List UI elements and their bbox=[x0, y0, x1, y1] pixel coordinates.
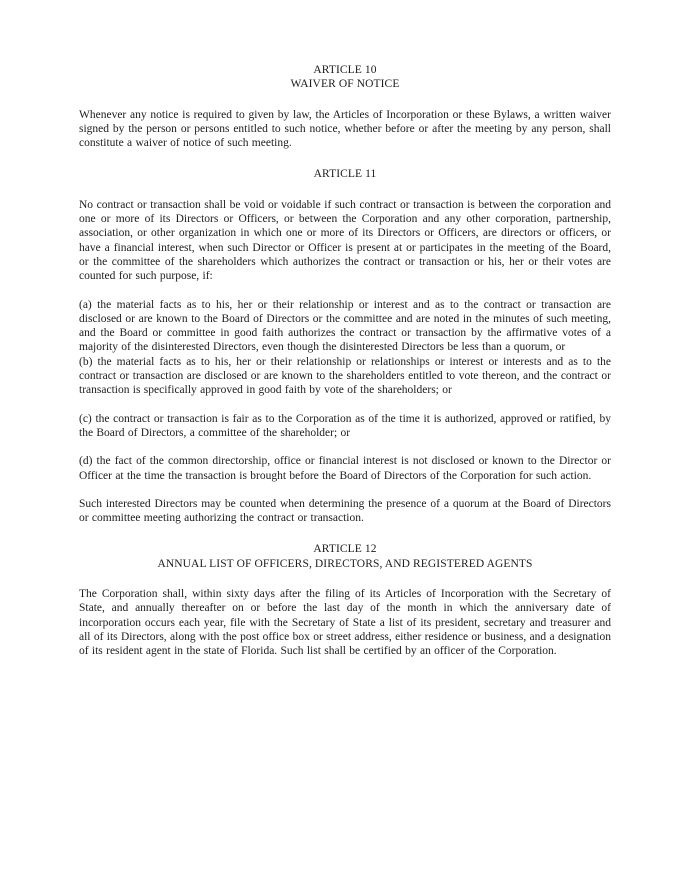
article-11-heading bbox=[79, 167, 611, 181]
page-content bbox=[79, 63, 611, 673]
article-12-heading bbox=[79, 542, 611, 571]
article-11-intro-paragraph: No contract or transaction shall be void or voidable if such contract or transaction is between the corporation and one or more of its Directors or Officers, or between the Corporation and any other corporation, partnership, association, or other organization in which one or more of its Directors or Officers, are directors or officers, or have a financial interest, when such Director or Officer is present at or participates in the meeting of the Board, or the committee of the shareholders which authorizes the contract or transaction or his, her or their votes are counted for such purpose, if: bbox=[79, 198, 611, 283]
article-11 bbox=[79, 167, 611, 525]
article-12-paragraph: The Corporation shall, within sixty days after the filing of its Articles of Incorporation with the Secretary of State, and annually thereafter on or before the last day of the month in which the anniversary date of incorporation occurs each year, file with the Secretary of State a list of its president, secretary and treasurer and all of its Directors, along with the post office box or street address, either residence or business, and a designation of its resident agent in the state of Florida. Such list shall be certified by an officer of the Corporation. bbox=[79, 588, 611, 658]
article-10-paragraph: Whenever any notice is required to given by law, the Articles of Incorporation or these Bylaws, a written waiver signed by the person or persons entitled to such notice, whether before or after the meeting by any person, shall constitute a waiver of notice of such meeting. bbox=[79, 108, 611, 150]
article-12-title: ANNUAL LIST OF OFFICERS, DIRECTORS, AND REGISTERED AGENTS bbox=[157, 557, 533, 570]
article-11-clause-a: (a) the material facts as to his, her or their relationship or interest and as to the contract or transaction are disclosed or are known to the Board of Directors or the committee and are noted in the minutes of such meeting, and the Board or committee in good faith authorizes the contract or transaction by the affirmative votes of a majority of the disinterested Directors, even though the disinterested Directors be less than a quorum, or bbox=[79, 298, 611, 354]
article-10 bbox=[79, 63, 611, 150]
article-10-number: ARTICLE 10 bbox=[313, 64, 377, 76]
article-11-clause-b: (b) the material facts as to his, her or their relationship or relationships or interest or interests and as to the contract or transaction are disclosed or are known to the shareholders entitled to vote thereon, and the contract or transaction is specifically approved in good faith by vote of the shareholders; or bbox=[79, 355, 611, 397]
article-12 bbox=[79, 542, 611, 658]
article-10-title: WAIVER OF NOTICE bbox=[290, 78, 400, 91]
article-11-clause-c: (c) the contract or transaction is fair as to the Corporation as of the time it is authorized, approved or ratified, by the Board of Directors, a committee of the shareholder; or bbox=[79, 412, 611, 439]
article-11-number: ARTICLE 11 bbox=[313, 168, 377, 181]
article-11-clause-d: (d) the fact of the common directorship, office or financial interest is not disclosed or known to the Director or Officer at the time the transaction is brought before the Board of Directors of the Corporation for such action. bbox=[79, 455, 611, 482]
article-11-closing-paragraph: Such interested Directors may be counted when determining the presence of a quorum at the Board of Directors or committee meeting authorizing the contract or transaction. bbox=[79, 497, 611, 525]
article-12-number: ARTICLE 12 bbox=[313, 543, 377, 556]
article-10-heading bbox=[79, 63, 611, 92]
